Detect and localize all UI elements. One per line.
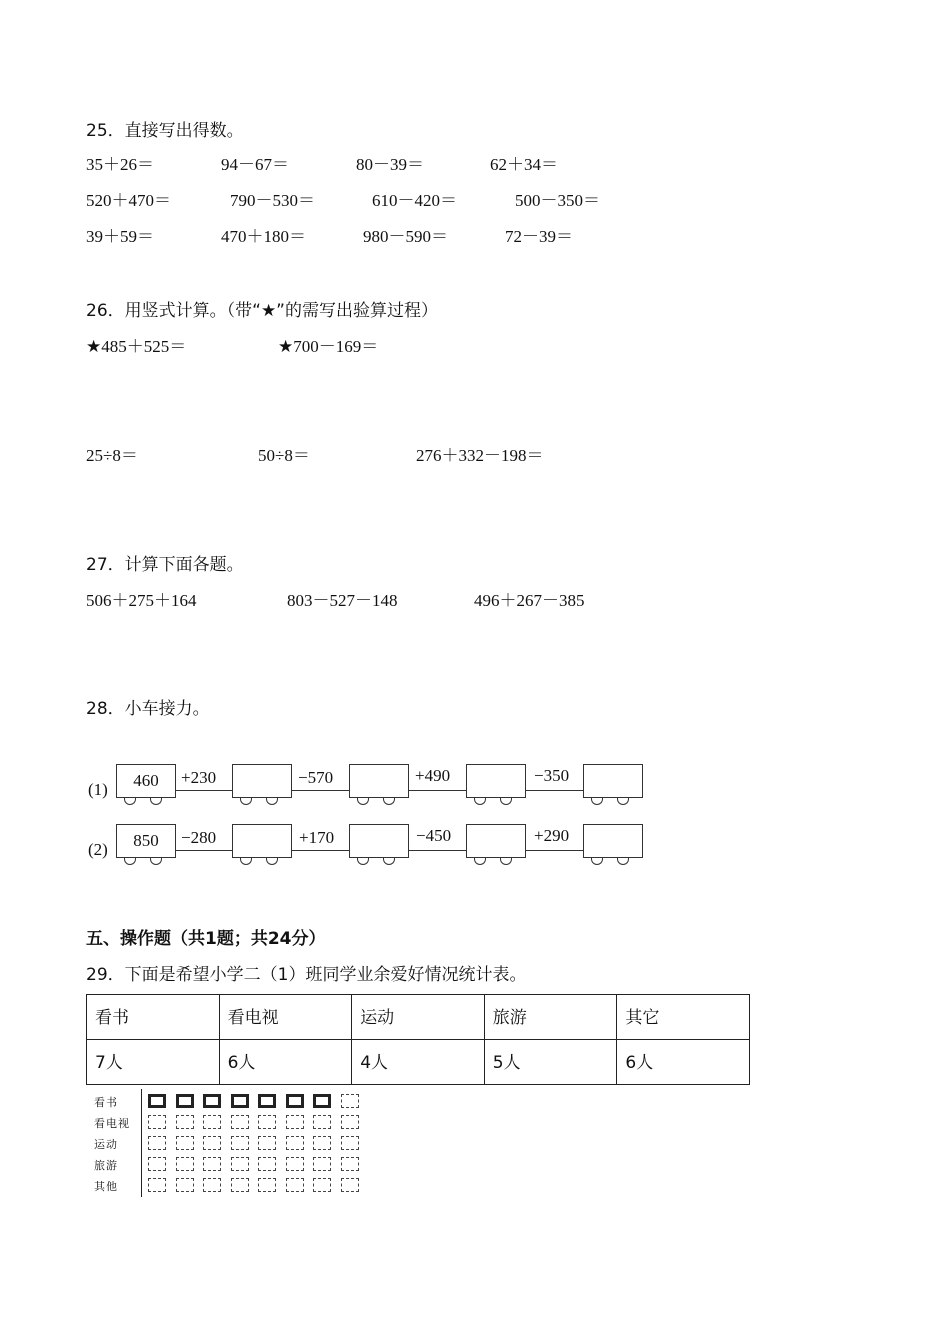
wheel-icon bbox=[617, 858, 629, 865]
graph-cell-empty[interactable] bbox=[176, 1115, 194, 1129]
graph-cell-empty[interactable] bbox=[313, 1178, 331, 1192]
graph-row-label: 看电视 bbox=[94, 1117, 130, 1130]
graph-cell-empty[interactable] bbox=[203, 1136, 221, 1150]
q25-title: 25．直接写出得数。 bbox=[86, 121, 244, 141]
graph-cell-filled[interactable] bbox=[313, 1094, 331, 1108]
q27-item: 506＋275＋164 bbox=[86, 591, 197, 610]
q26-item: ★485＋525＝ bbox=[86, 337, 187, 356]
graph-cell-empty[interactable] bbox=[341, 1115, 359, 1129]
wheel-icon bbox=[266, 858, 278, 865]
q25-item: 72－39＝ bbox=[505, 227, 573, 246]
graph-cell-empty[interactable] bbox=[148, 1178, 166, 1192]
table-header-cell: 旅游 bbox=[484, 995, 617, 1040]
q25-item: 39＋59＝ bbox=[86, 227, 154, 246]
graph-cell-empty[interactable] bbox=[286, 1178, 304, 1192]
wheel-icon bbox=[240, 858, 252, 865]
train-op: +490 bbox=[415, 766, 451, 785]
q26-item: 25÷8＝ bbox=[86, 446, 138, 465]
wheel-icon bbox=[500, 798, 512, 805]
wheel-icon bbox=[591, 798, 603, 805]
graph-cell-filled[interactable] bbox=[258, 1094, 276, 1108]
table-header-cell: 其它 bbox=[617, 995, 750, 1040]
q26-item: 50÷8＝ bbox=[258, 446, 310, 465]
graph-cell-empty[interactable] bbox=[258, 1157, 276, 1171]
graph-row-label: 其他 bbox=[94, 1180, 118, 1193]
train-op: +230 bbox=[181, 768, 217, 787]
table-cell: 5人 bbox=[484, 1040, 617, 1085]
train-op: −350 bbox=[534, 766, 570, 785]
train-link bbox=[176, 790, 232, 791]
train-row-label: (2) bbox=[88, 840, 108, 859]
graph-cell-empty[interactable] bbox=[148, 1136, 166, 1150]
graph-cell-empty[interactable] bbox=[286, 1115, 304, 1129]
graph-cell-empty[interactable] bbox=[258, 1115, 276, 1129]
train-row-label: (1) bbox=[88, 780, 108, 799]
q25-item: 80－39＝ bbox=[356, 155, 424, 174]
graph-cell-empty[interactable] bbox=[258, 1178, 276, 1192]
train-car-answer[interactable] bbox=[583, 764, 643, 798]
graph-cell-empty[interactable] bbox=[341, 1094, 359, 1108]
train-link bbox=[526, 790, 583, 791]
graph-cell-empty[interactable] bbox=[148, 1115, 166, 1129]
wheel-icon bbox=[591, 858, 603, 865]
train-link bbox=[292, 850, 349, 851]
graph-cell-filled[interactable] bbox=[286, 1094, 304, 1108]
train-op: −450 bbox=[416, 826, 452, 845]
graph-cell-empty[interactable] bbox=[231, 1178, 249, 1192]
train-car-answer[interactable] bbox=[583, 824, 643, 858]
graph-row-label: 运动 bbox=[94, 1138, 118, 1151]
table-cell: 7人 bbox=[87, 1040, 220, 1085]
train-link bbox=[292, 790, 349, 791]
table-header-cell: 运动 bbox=[352, 995, 485, 1040]
q25-item: 94－67＝ bbox=[221, 155, 289, 174]
graph-cell-empty[interactable] bbox=[341, 1157, 359, 1171]
table-cell: 4人 bbox=[352, 1040, 485, 1085]
graph-cell-filled[interactable] bbox=[231, 1094, 249, 1108]
wheel-icon bbox=[383, 798, 395, 805]
graph-axis bbox=[141, 1089, 142, 1197]
table-header-cell: 看书 bbox=[87, 995, 220, 1040]
graph-cell-empty[interactable] bbox=[286, 1157, 304, 1171]
wheel-icon bbox=[124, 858, 136, 865]
table-header-cell: 看电视 bbox=[219, 995, 352, 1040]
wheel-icon bbox=[150, 798, 162, 805]
wheel-icon bbox=[474, 858, 486, 865]
table-cell: 6人 bbox=[219, 1040, 352, 1085]
section-heading: 五、操作题（共1题；共24分） bbox=[86, 929, 326, 949]
q25-item: 500－350＝ bbox=[515, 191, 600, 210]
graph-cell-empty[interactable] bbox=[341, 1178, 359, 1192]
wheel-icon bbox=[240, 798, 252, 805]
graph-cell-empty[interactable] bbox=[258, 1136, 276, 1150]
graph-cell-empty[interactable] bbox=[176, 1136, 194, 1150]
train-op: +170 bbox=[299, 828, 335, 847]
graph-cell-empty[interactable] bbox=[313, 1136, 331, 1150]
train-link bbox=[409, 790, 466, 791]
q25-item: 62＋34＝ bbox=[490, 155, 558, 174]
q25-item: 35＋26＝ bbox=[86, 155, 154, 174]
graph-cell-empty[interactable] bbox=[313, 1115, 331, 1129]
train-link bbox=[526, 850, 583, 851]
wheel-icon bbox=[500, 858, 512, 865]
graph-cell-filled[interactable] bbox=[203, 1094, 221, 1108]
graph-cell-empty[interactable] bbox=[231, 1136, 249, 1150]
graph-row-label: 旅游 bbox=[94, 1159, 118, 1172]
wheel-icon bbox=[617, 798, 629, 805]
wheel-icon bbox=[474, 798, 486, 805]
q25-item: 520＋470＝ bbox=[86, 191, 171, 210]
train-link bbox=[176, 850, 232, 851]
train-link bbox=[409, 850, 466, 851]
train-car-answer[interactable] bbox=[349, 824, 409, 858]
train-op: −570 bbox=[298, 768, 334, 787]
wheel-icon bbox=[383, 858, 395, 865]
q26-item: 276＋332－198＝ bbox=[416, 446, 544, 465]
graph-cell-empty[interactable] bbox=[203, 1157, 221, 1171]
table-cell: 6人 bbox=[617, 1040, 750, 1085]
q27-title: 27．计算下面各题。 bbox=[86, 555, 244, 575]
wheel-icon bbox=[124, 798, 136, 805]
table-header-row bbox=[87, 995, 750, 1040]
train-row-1 bbox=[86, 760, 656, 810]
q26-item: ★700－169＝ bbox=[278, 337, 379, 356]
train-car-answer[interactable] bbox=[349, 764, 409, 798]
q25-item: 610－420＝ bbox=[372, 191, 457, 210]
train-car-start: 850 bbox=[116, 824, 176, 858]
q25-item: 980－590＝ bbox=[363, 227, 448, 246]
q25-item: 470＋180＝ bbox=[221, 227, 306, 246]
graph-cell-filled[interactable] bbox=[176, 1094, 194, 1108]
train-car-answer[interactable] bbox=[232, 764, 292, 798]
wheel-icon bbox=[357, 858, 369, 865]
wheel-icon bbox=[357, 798, 369, 805]
graph-cell-empty[interactable] bbox=[313, 1157, 331, 1171]
graph-cell-empty[interactable] bbox=[341, 1136, 359, 1150]
table-row bbox=[87, 1040, 750, 1085]
q25-item: 790－530＝ bbox=[230, 191, 315, 210]
q26-title: 26．用竖式计算。（带“★”的需写出验算过程） bbox=[86, 301, 438, 321]
graph-cell-empty[interactable] bbox=[148, 1157, 166, 1171]
train-row-2 bbox=[86, 820, 656, 870]
train-car-answer[interactable] bbox=[466, 824, 526, 858]
train-car-start: 460 bbox=[116, 764, 176, 798]
train-car-answer[interactable] bbox=[466, 764, 526, 798]
graph-cell-empty[interactable] bbox=[231, 1115, 249, 1129]
graph-cell-empty[interactable] bbox=[176, 1157, 194, 1171]
q27-item: 803－527－148 bbox=[287, 591, 398, 610]
train-op: +290 bbox=[534, 826, 570, 845]
hobby-stats-table bbox=[86, 994, 750, 1085]
graph-cell-empty[interactable] bbox=[203, 1115, 221, 1129]
hobby-picture-graph bbox=[86, 1086, 376, 1198]
train-op: −280 bbox=[181, 828, 217, 847]
graph-cell-empty[interactable] bbox=[203, 1178, 221, 1192]
graph-cell-filled[interactable] bbox=[148, 1094, 166, 1108]
wheel-icon bbox=[266, 798, 278, 805]
train-car-answer[interactable] bbox=[232, 824, 292, 858]
q28-title: 28．小车接力。 bbox=[86, 699, 210, 719]
q27-item: 496＋267－385 bbox=[474, 591, 585, 610]
graph-cell-empty[interactable] bbox=[176, 1178, 194, 1192]
graph-row-label: 看书 bbox=[94, 1096, 118, 1109]
graph-cell-empty[interactable] bbox=[231, 1157, 249, 1171]
wheel-icon bbox=[150, 858, 162, 865]
q29-title: 29．下面是希望小学二（1）班同学业余爱好情况统计表。 bbox=[86, 965, 527, 985]
graph-cell-empty[interactable] bbox=[286, 1136, 304, 1150]
